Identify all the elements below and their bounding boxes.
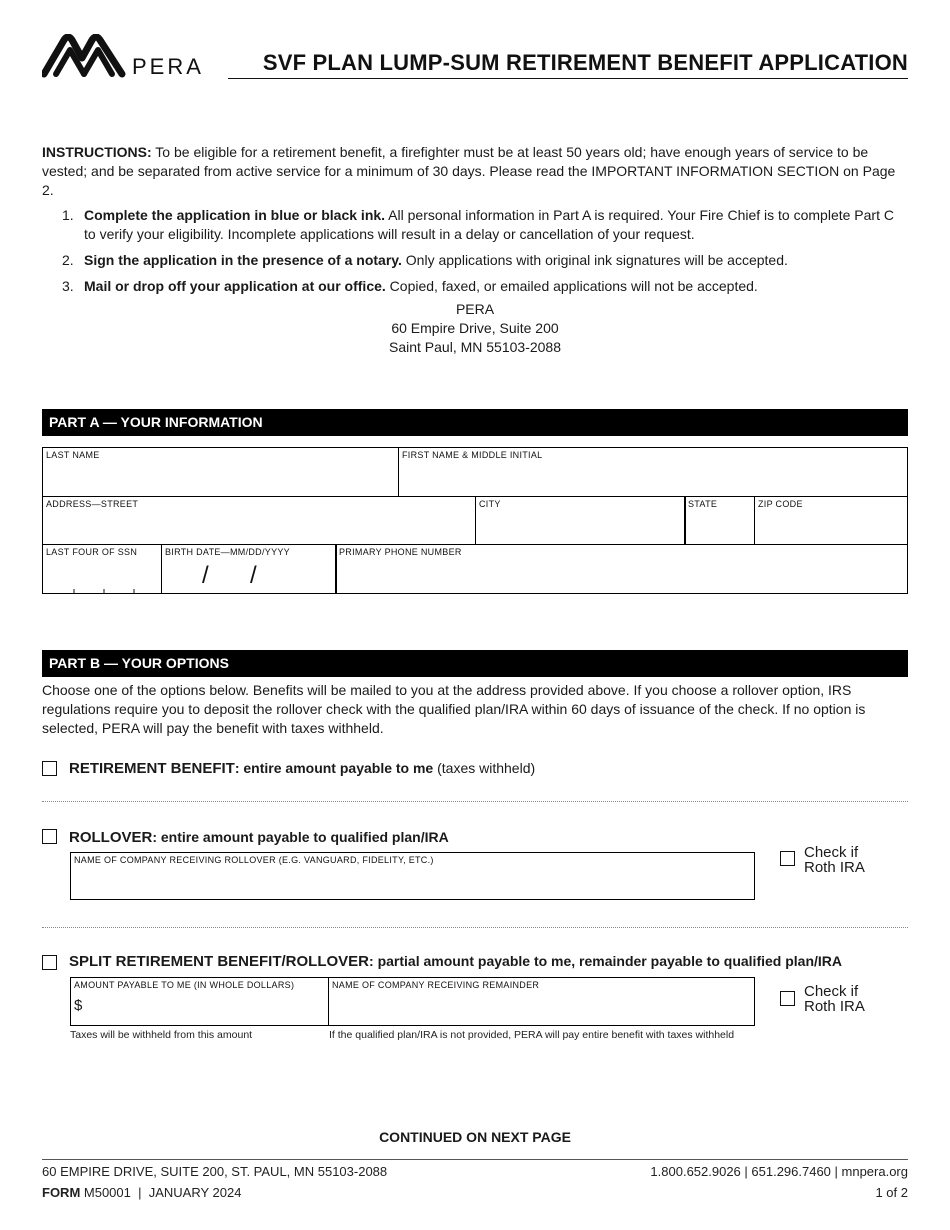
state-field[interactable] (684, 496, 755, 545)
split-benefit-label (69, 953, 842, 970)
option-subtitle: : entire amount payable to qualified plan/IRA (152, 829, 449, 845)
address-line: PERA (455, 301, 495, 317)
city-field[interactable] (475, 496, 686, 545)
roth-line: Roth IRA (804, 998, 865, 1015)
roth-line: Check if (804, 983, 859, 1000)
roth-line: Roth IRA (804, 859, 865, 876)
split-benefit-checkbox[interactable] (42, 955, 57, 970)
city-label: CITY (479, 499, 501, 509)
first-name-label: FIRST NAME & MIDDLE INITIAL (402, 450, 543, 460)
step-text: Only applications with original ink signatures will be accepted. (401, 252, 788, 268)
instruction-steps (42, 206, 908, 303)
pera-logo (42, 34, 202, 82)
split-roth-checkbox[interactable] (780, 991, 795, 1006)
phone-label: PRIMARY PHONE NUMBER (339, 547, 462, 557)
retirement-benefit-checkbox[interactable] (42, 761, 57, 776)
ssn-label: LAST FOUR OF SSN (46, 547, 138, 557)
first-name-field[interactable] (398, 447, 908, 497)
footer-rule (42, 1159, 908, 1160)
logo-text: PERA (132, 54, 204, 79)
rollover-roth-label (804, 845, 865, 875)
rollover-label (69, 829, 449, 846)
instructions-text: To be eligible for a retirement benefit, a firefighter must be at least 50 years old; have enough years of service to be vested; and be separated from active service for a minimum of 30 days. Please read the IMPORTANT INFORMATION SECTION on Page 2. (42, 144, 896, 198)
step-bold: Mail or drop off your application at our office. (84, 278, 386, 294)
step-number: 3. (62, 278, 74, 294)
plan-note: If the qualified plan/IRA is not provided, PERA will pay entire benefit with taxes withheld (329, 1029, 735, 1041)
title-rule (228, 78, 908, 79)
continued-notice: CONTINUED ON NEXT PAGE (379, 1129, 571, 1145)
step-number: 2. (62, 252, 74, 268)
footer-line-1 (42, 1164, 908, 1179)
option-title: SPLIT RETIREMENT BENEFIT/ROLLOVER (69, 953, 370, 970)
instruction-step (42, 206, 908, 244)
state-label: STATE (688, 499, 718, 509)
zip-label: ZIP CODE (758, 499, 803, 509)
footer-address: 60 EMPIRE DRIVE, SUITE 200, ST. PAUL, MN 55103-2088 (42, 1164, 388, 1179)
birth-date-field[interactable] (161, 544, 337, 594)
remainder-company-label: NAME OF COMPANY RECEIVING REMAINDER (332, 980, 540, 990)
roth-line: Check if (804, 844, 859, 861)
part-b-header: PART B — YOUR OPTIONS (42, 650, 908, 677)
step-text: Copied, faxed, or emailed applications will not be accepted. (385, 278, 758, 294)
instruction-step (42, 277, 908, 296)
amount-payable-label: AMOUNT PAYABLE TO ME (IN WHOLE DOLLARS) (74, 980, 295, 990)
option-note: (taxes withheld) (433, 760, 536, 776)
currency-symbol: $ (74, 997, 83, 1014)
street-address-field[interactable] (42, 496, 476, 545)
footer-line-2 (42, 1185, 908, 1200)
instructions-lead: INSTRUCTIONS: (42, 144, 152, 160)
footer-contact: 1.800.652.9026 | 651.296.7460 | mnpera.org (650, 1164, 908, 1179)
option-subtitle: : entire amount payable to me (234, 760, 434, 776)
instruction-step (42, 251, 908, 270)
tax-note: Taxes will be withheld from this amount (70, 1029, 253, 1041)
zip-field[interactable] (754, 496, 908, 545)
date-separator: / (250, 562, 257, 589)
step-number: 1. (62, 207, 74, 223)
rollover-company-field[interactable] (70, 852, 755, 900)
last-name-label: LAST NAME (46, 450, 100, 460)
birth-date-label: BIRTH DATE—MM/DD/YYYY (165, 547, 290, 557)
rollover-checkbox[interactable] (42, 829, 57, 844)
option-title: RETIREMENT BENEFIT (69, 760, 235, 777)
ssn-digit-ticks (43, 545, 161, 593)
page-title: SVF PLAN LUMP-SUM RETIREMENT BENEFIT APPLICATION (262, 50, 908, 75)
address-line: Saint Paul, MN 55103-2088 (389, 339, 561, 355)
step-text: All personal information in Part A is required. Your Fire Chief is to complete Part C to verify your eligibility. Incomplete applications will result in a delay or cancellation of your request. (84, 207, 894, 242)
mailing-address (42, 300, 908, 357)
instructions (42, 143, 908, 200)
form-label: FORM (42, 1185, 81, 1200)
option-subtitle: : partial amount payable to me, remainder payable to qualified plan/IRA (369, 953, 843, 969)
street-label: ADDRESS—STREET (46, 499, 139, 509)
header (42, 34, 908, 82)
divider (42, 927, 908, 928)
form-id: M50001 | JANUARY 2024 (80, 1185, 242, 1200)
retirement-benefit-label (69, 760, 535, 777)
step-bold: Complete the application in blue or black ink. (84, 207, 386, 223)
divider (42, 801, 908, 802)
address-line: 60 Empire Drive, Suite 200 (391, 320, 559, 336)
remainder-company-field[interactable] (328, 977, 755, 1026)
pera-logo-mark-icon (42, 34, 126, 80)
date-separator: / (202, 562, 209, 589)
amount-payable-field[interactable] (70, 977, 329, 1026)
part-a-header: PART A — YOUR INFORMATION (42, 409, 908, 436)
page-number: 1 of 2 (875, 1185, 908, 1200)
last-name-field[interactable] (42, 447, 399, 497)
rollover-roth-checkbox[interactable] (780, 851, 795, 866)
phone-field[interactable] (335, 544, 908, 594)
step-bold: Sign the application in the presence of a notary. (84, 252, 402, 268)
ssn-field[interactable] (42, 544, 162, 594)
split-roth-label (804, 984, 865, 1014)
option-title: ROLLOVER (69, 829, 153, 846)
part-b-intro: Choose one of the options below. Benefits will be mailed to you at the address provided above. If you choose a rollover option, IRS regulations require you to deposit the rollover check with the qualified plan/IRA within 60 days of issuance of the check. If no option is selected, PERA will pay the benefit with taxes withheld. (42, 682, 866, 736)
rollover-company-label: NAME OF COMPANY RECEIVING ROLLOVER (E.G. VANGUARD, FIDELITY, ETC.) (74, 855, 434, 865)
